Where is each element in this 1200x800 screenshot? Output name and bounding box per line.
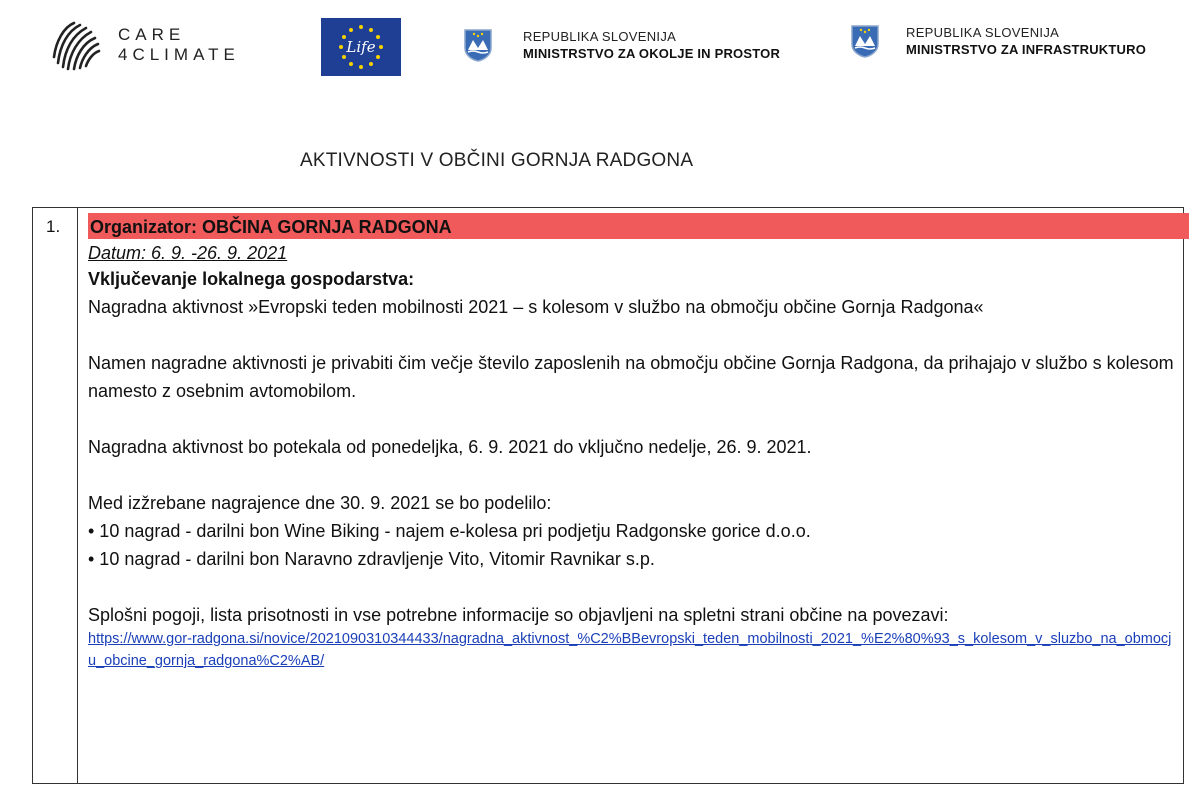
ministry2-republic: REPUBLIKA SLOVENIJA [906, 25, 1060, 40]
life-logo-text: Life [346, 38, 376, 56]
prizes-intro: Med izžrebane nagrajence dne 30. 9. 2021 se bo podelilo: [88, 493, 552, 513]
ministry2-name: MINISTRSTVO ZA INFRASTRUKTURO [906, 42, 1147, 57]
eu-life-logo [321, 18, 401, 76]
ministry1-name: MINISTRSTVO ZA OKOLJE IN PROSTOR [523, 46, 781, 61]
ministry1-republic: REPUBLIKA SLOVENIJA [523, 29, 677, 44]
coat-of-arms-icon [463, 28, 493, 62]
event-date: Datum: 6. 9. -26. 9. 2021 [88, 243, 288, 263]
page-title: AKTIVNOSTI V OBČINI GORNJA RADGONA [300, 150, 694, 171]
eu-flag-icon [321, 18, 401, 76]
coat-of-arms-icon [850, 24, 880, 58]
activity-purpose: Namen nagradne aktivnosti je privabiti čim večje število zaposlenih na območju občine Gornja Radgona, da prihajajo v službo s kolesom namesto z osebnim avtomobilom. [88, 353, 1174, 401]
column-divider [77, 208, 78, 783]
care-logo-line2: 4CLIMATE [118, 45, 240, 64]
activity-table [32, 207, 1184, 784]
organizer-banner: Organizator: OBČINA GORNJA RADGONA [88, 213, 1189, 239]
care-logo-line1: CARE [118, 25, 186, 44]
ministry-infrastructure-logo [850, 24, 1146, 58]
care4climate-logo [48, 17, 240, 73]
info-link[interactable]: https://www.gor-radgona.si/novice/2021090310344433/nagradna_aktivnost_%C2%BBevropski_teden_mobilnosti_2021_%E2%80%93_s_kolesom_v_sluzbo_na_obmocju_obcine_gornja_radgona%C2%AB/ [88, 631, 1172, 669]
ministry-environment-logo [463, 28, 780, 62]
fingerprint-icon [48, 17, 104, 73]
row-number: 1. [46, 217, 61, 236]
section-heading: Vključevanje lokalnega gospodarstva: [88, 269, 415, 289]
activity-duration: Nagradna aktivnost bo potekala od ponedeljka, 6. 9. 2021 do vključno nedelje, 26. 9. 2021. [88, 437, 812, 457]
conditions-text: Splošni pogoji, lista prisotnosti in vse potrebne informacije so objavljeni na spletni strani občine na povezavi: [88, 605, 949, 625]
activity-content [88, 213, 1177, 672]
prize-item-1: • 10 nagrad - darilni bon Wine Biking - najem e-kolesa pri podjetju Radgonske gorice d.o.o. [88, 521, 811, 541]
prize-item-2: • 10 nagrad - darilni bon Naravno zdravljenje Vito, Vitomir Ravnikar s.p. [88, 549, 655, 569]
activity-title: Nagradna aktivnost »Evropski teden mobilnosti 2021 – s kolesom v službo na območju občine Gornja Radgona« [88, 297, 984, 317]
